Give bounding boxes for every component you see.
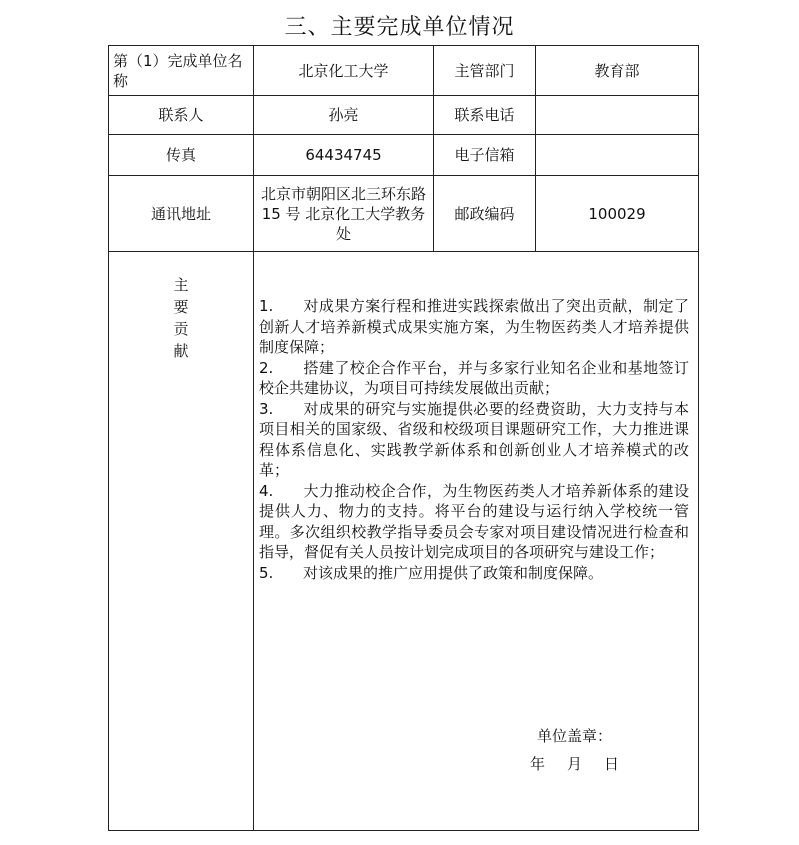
contribution-text: 对成果的研究与实施提供必要的经费资助，大力支持与本项目相关的国家级、省级和校级项目课题研究工作，大力推进课程体系信息化、实践教学新体系和创新创业人才培养模式的改革； [259,399,689,479]
contact-label: 联系人 [109,96,254,135]
contributions-label-char: 贡 [173,320,189,338]
contributions-label [109,252,253,362]
contributions-label-char: 主 [173,276,189,294]
unit-name-value: 北京化工大学 [254,46,434,96]
contribution-number: 4. [259,481,274,500]
contributions-content-cell [254,252,699,831]
address-label: 通讯地址 [109,176,254,252]
row-contributions [109,252,699,831]
contribution-text: 对该成果的推广应用提供了政策和制度保障。 [303,563,604,582]
address-value: 北京市朝阳区北三环东路 15 号 北京化工大学教务处 [254,176,434,252]
contact-value: 孙亮 [254,96,434,135]
phone-value [536,96,699,135]
postcode-value: 100029 [536,176,699,252]
email-value [536,135,699,176]
row-unit-name [109,46,699,96]
row-contact [109,96,699,135]
fax-label: 传真 [109,135,254,176]
row-fax [109,135,699,176]
unit-name-label: 第（1）完成单位名称 [109,46,254,96]
contribution-text: 对成果方案行程和推进实践探索做出了突出贡献，制定了创新人才培养新模式成果实施方案，为生物医药类人才培养提供制度保障； [259,297,689,356]
dept-value: 教育部 [536,46,699,96]
phone-label: 联系电话 [434,96,536,135]
contributions-label-cell [109,252,254,831]
unit-info-table [108,45,699,831]
date-line [530,750,619,778]
seal-label: 单位盖章： [537,727,613,745]
email-label: 电子信箱 [434,135,536,176]
contribution-number: 5. [259,563,274,582]
contributions-list [259,296,689,583]
contribution-item [259,563,689,584]
row-address [109,176,699,252]
dept-label: 主管部门 [434,46,536,96]
contributions-label-char: 献 [173,342,189,360]
contribution-text: 大力推动校企合作，为生物医药类人才培养新体系的建设提供人力、物力的支持。将平台的建设与运行纳入学校统一管理。多次组织校教学指导委员会专家对项目建设情况进行检查和指导，督促有关人员按计划完成项目的各项研究与建设工作； [259,481,689,561]
seal-block [530,722,619,778]
contribution-item [259,481,689,563]
contribution-text: 搭建了校企合作平台，并与多家行业知名企业和基地签订校企共建协议，为项目可持续发展做出贡献； [259,358,689,397]
fax-value: 64434745 [254,135,434,176]
date-day: 日 [604,755,620,773]
contribution-item [259,296,689,358]
contribution-number: 1. [259,297,274,315]
contribution-number: 2. [259,358,274,377]
date-year: 年 [530,755,546,773]
contribution-item [259,399,689,481]
contributions-label-char: 要 [173,298,189,316]
contribution-item [259,358,689,399]
date-month: 月 [567,755,583,773]
contribution-number: 3. [259,399,274,418]
postcode-label: 邮政编码 [434,176,536,252]
page-title: 三、主要完成单位情况 [284,15,515,40]
